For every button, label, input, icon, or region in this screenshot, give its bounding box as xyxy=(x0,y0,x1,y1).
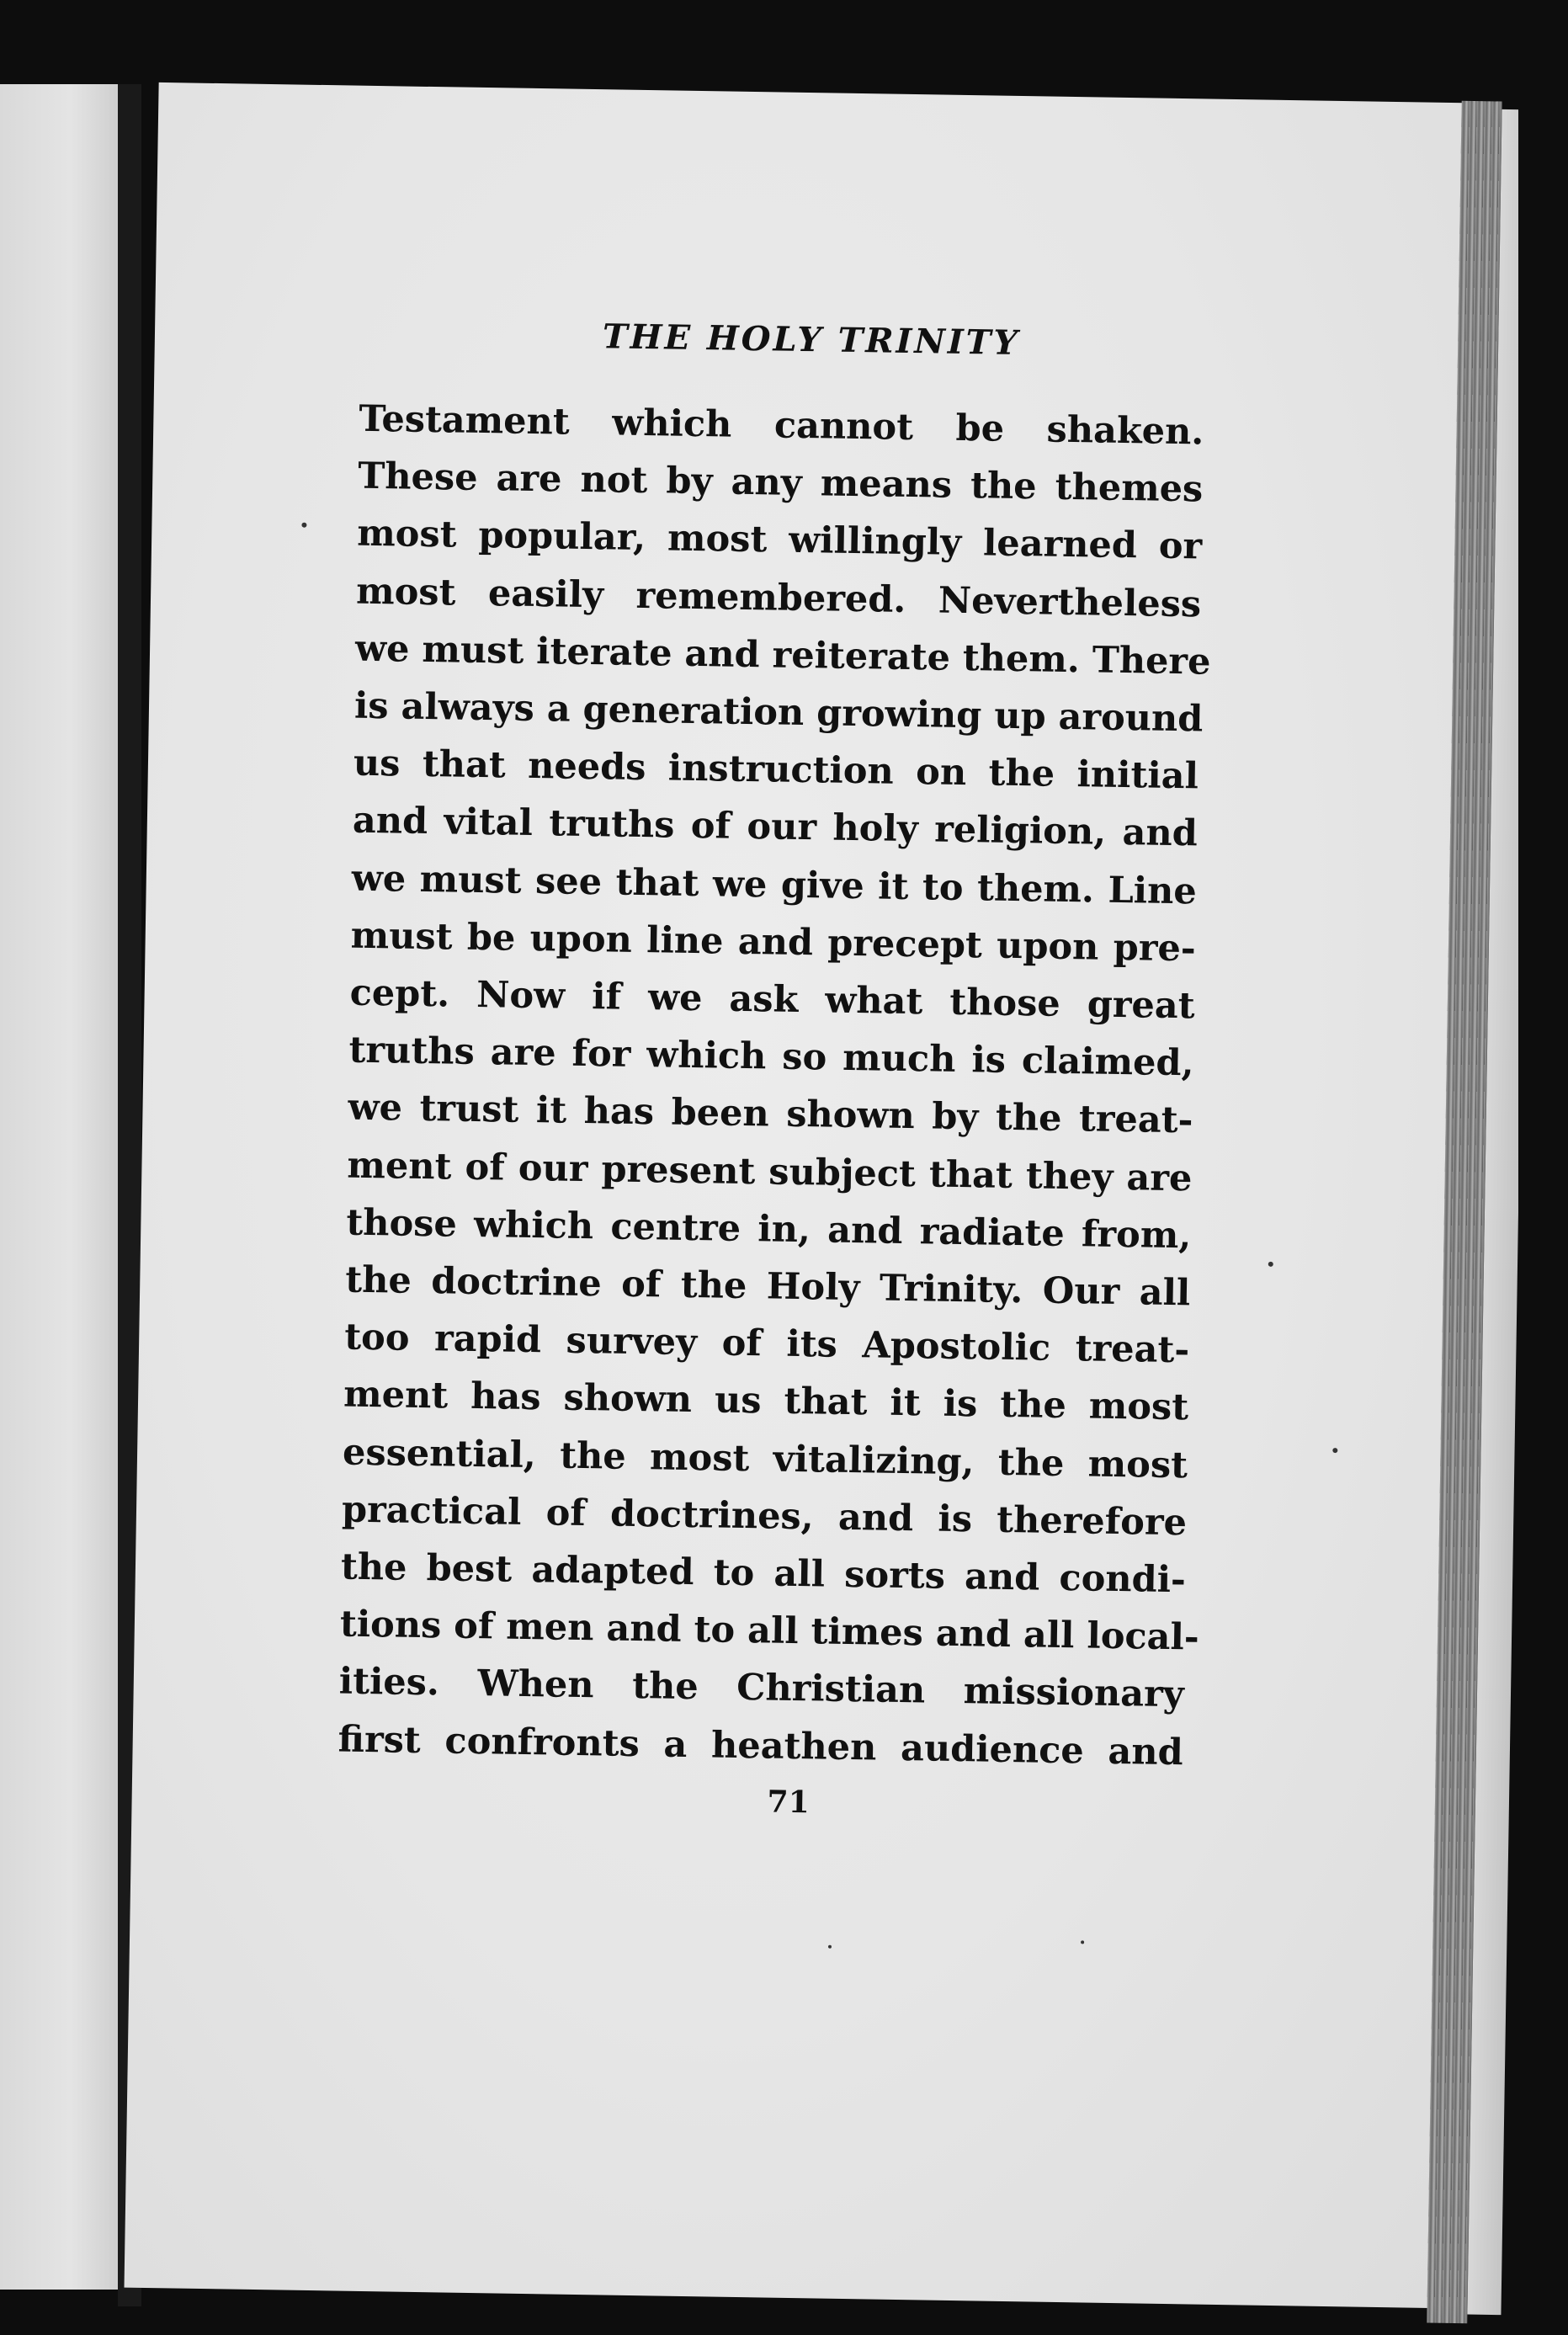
text-line: most easily remembered. Nevertheless xyxy=(355,570,1202,626)
text-line: cept. Now if we ask what those great xyxy=(349,971,1195,1028)
running-head: THE HOLY TRINITY xyxy=(602,316,1021,364)
text-line: we trust it has been shown by the treat- xyxy=(348,1087,1193,1142)
body-text xyxy=(338,391,1211,1781)
left-facing-page-edge xyxy=(0,84,118,2290)
page-number: 71 xyxy=(767,1784,811,1821)
text-line: ities. When the Christian missionary xyxy=(338,1660,1185,1716)
text-line: too rapid survey of its Apostolic treat- xyxy=(343,1316,1190,1372)
text-line: ment of our present subject that they are xyxy=(347,1144,1193,1199)
text-line: These are not by any means the themes xyxy=(357,455,1204,511)
paper-speck xyxy=(1081,1940,1084,1944)
text-line: must be upon line and precept upon pre- xyxy=(350,914,1197,971)
text-line: practical of doctrines, and is therefore xyxy=(341,1488,1188,1545)
book-page xyxy=(125,82,1472,2308)
paper-speck xyxy=(828,1945,832,1949)
text-line: tions of men and to all times and all local- xyxy=(339,1603,1200,1659)
text-line: ment has shown us that it is the most xyxy=(343,1374,1189,1429)
paper-speck xyxy=(301,523,306,528)
text-line: Testament which cannot be shaken. xyxy=(359,397,1204,454)
text-line: essential, the most vitalizing, the most xyxy=(342,1431,1188,1487)
paper-speck xyxy=(1332,1448,1337,1453)
text-line: we must iterate and reiterate them. There xyxy=(354,627,1211,683)
text-line: those which centre in, and radiate from, xyxy=(346,1201,1192,1258)
text-line: us that needs instruction on the initial xyxy=(353,742,1199,798)
text-line: the best adapted to all sorts and condi- xyxy=(340,1545,1187,1602)
text-line: first confronts a heathen audience and xyxy=(338,1718,1184,1774)
paper-speck xyxy=(1268,1262,1273,1267)
text-line: and vital truths of our holy religion, and xyxy=(352,800,1199,855)
text-line: truths are for which so much is claimed, xyxy=(348,1029,1194,1085)
text-line: is always a generation growing up around xyxy=(353,684,1204,741)
text-line: most popular, most willingly learned or xyxy=(356,513,1203,568)
scan-border xyxy=(1518,93,1568,2335)
text-line: the doctrine of the Holy Trinity. Our all xyxy=(344,1258,1191,1315)
text-line: we must see that we give it to them. Line xyxy=(351,857,1198,913)
